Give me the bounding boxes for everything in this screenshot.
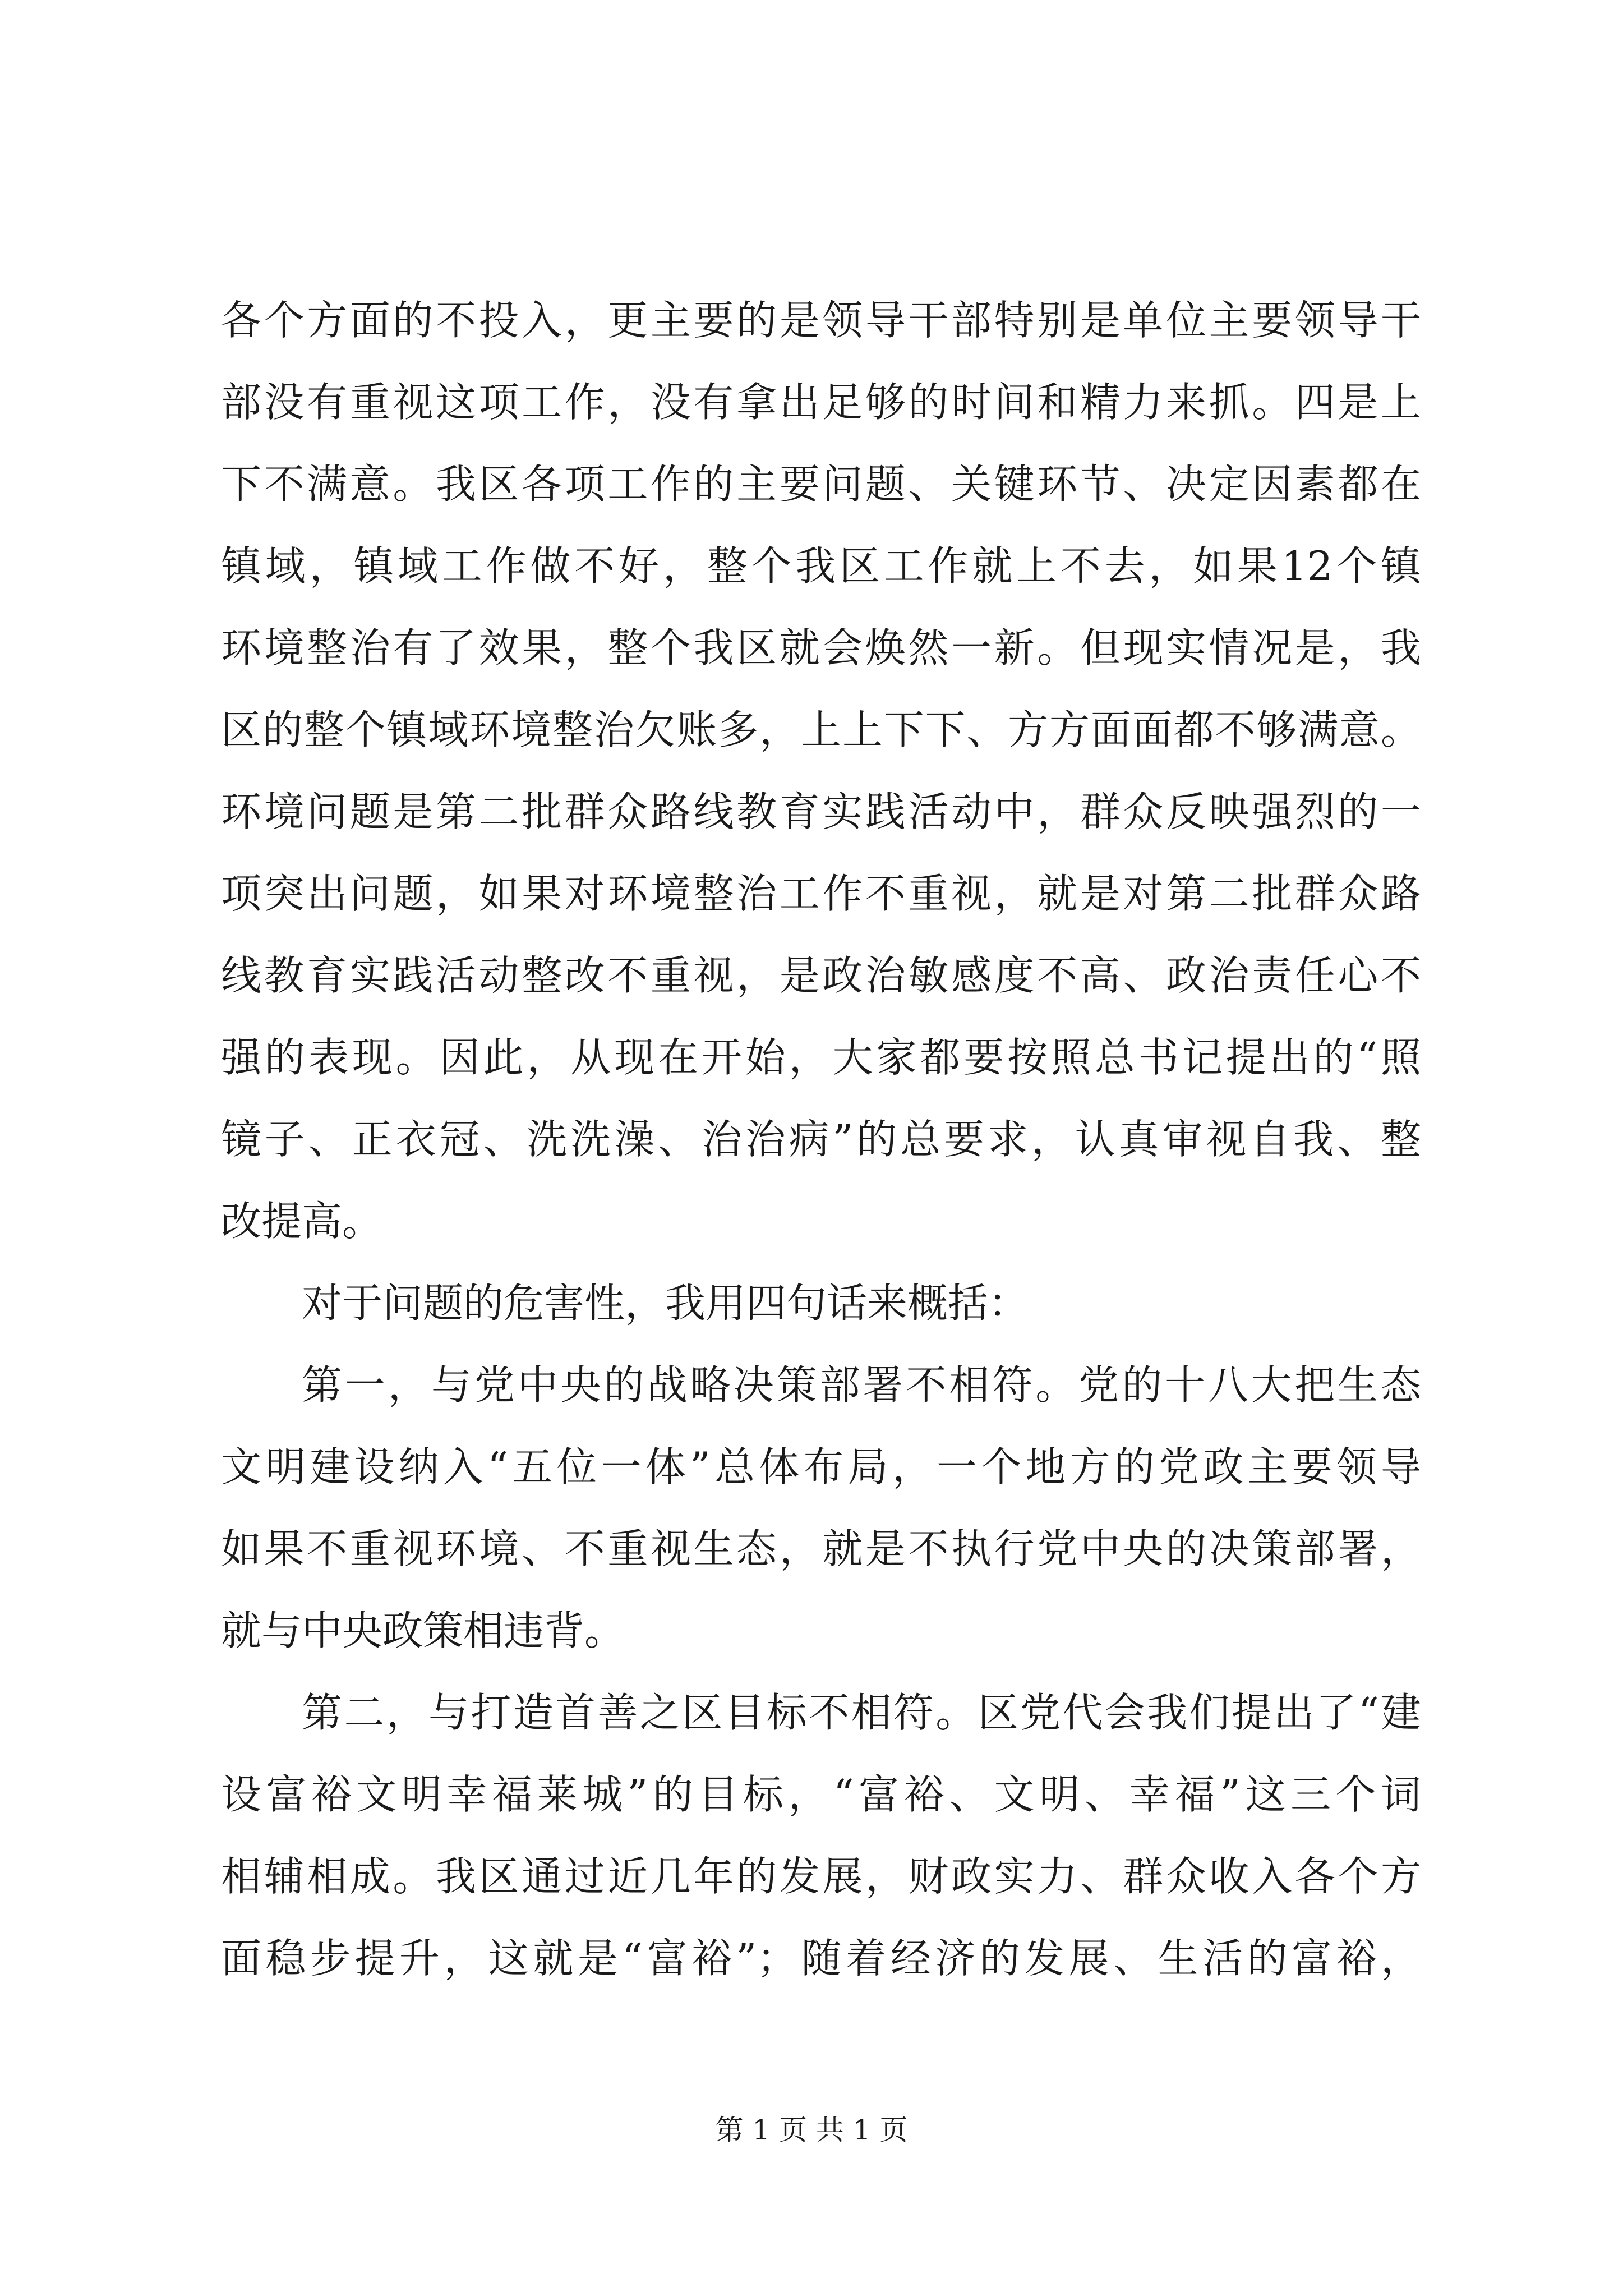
text-line: 相辅相成。我区通过近几年的发展，财政实力、群众收入各个方 (221, 1853, 1421, 1900)
text-line: 区的整个镇域环境整治欠账多，上上下下、方方面面都不够满意。 (221, 706, 1421, 753)
text-line: 环境问题是第二批群众路线教育实践活动中，群众反映强烈的一 (221, 788, 1421, 835)
text-line: 就与中央政策相违背。 (221, 1607, 625, 1654)
text-line: 各个方面的不投入，更主要的是领导干部特别是单位主要领导干 (221, 297, 1421, 344)
text-line: 对于问题的危害性，我用四句话来概括： (302, 1280, 1029, 1327)
text-line: 设富裕文明幸福莱城”的目标，“富裕、文明、幸福”这三个词 (221, 1771, 1421, 1818)
text-line: 部没有重视这项工作，没有拿出足够的时间和精力来抓。四是上 (221, 379, 1421, 426)
document-body (221, 279, 1421, 1999)
page-footer: 第 1 页 共 1 页 (715, 2114, 908, 2146)
text-line: 镇域，镇域工作做不好，整个我区工作就上不去，如果12个镇 (221, 542, 1421, 590)
text-line: 下不满意。我区各项工作的主要问题、关键环节、决定因素都在 (221, 461, 1421, 508)
text-line: 如果不重视环境、不重视生态，就是不执行党中央的决策部署， (221, 1525, 1421, 1572)
text-line: 文明建设纳入“五位一体”总体布局，一个地方的党政主要领导 (221, 1443, 1421, 1490)
text-line: 第二，与打造首善之区目标不相符。区党代会我们提出了“建 (302, 1689, 1421, 1736)
text-line: 面稳步提升，这就是“富裕”；随着经济的发展、生活的富裕， (221, 1935, 1421, 1982)
text-line: 线教育实践活动整改不重视，是政治敏感度不高、政治责任心不 (221, 952, 1421, 999)
text-line: 改提高。 (221, 1198, 383, 1245)
text-line: 环境整治有了效果，整个我区就会焕然一新。但现实情况是，我 (221, 624, 1421, 671)
text-line: 强的表现。因此，从现在开始，大家都要按照总书记提出的“照 (221, 1034, 1421, 1081)
text-line: 第一，与党中央的战略决策部署不相符。党的十八大把生态 (302, 1361, 1421, 1409)
text-line: 项突出问题，如果对环境整治工作不重视，就是对第二批群众路 (221, 870, 1421, 917)
text-line: 镜子、正衣冠、洗洗澡、治治病”的总要求，认真审视自我、整 (221, 1116, 1421, 1163)
